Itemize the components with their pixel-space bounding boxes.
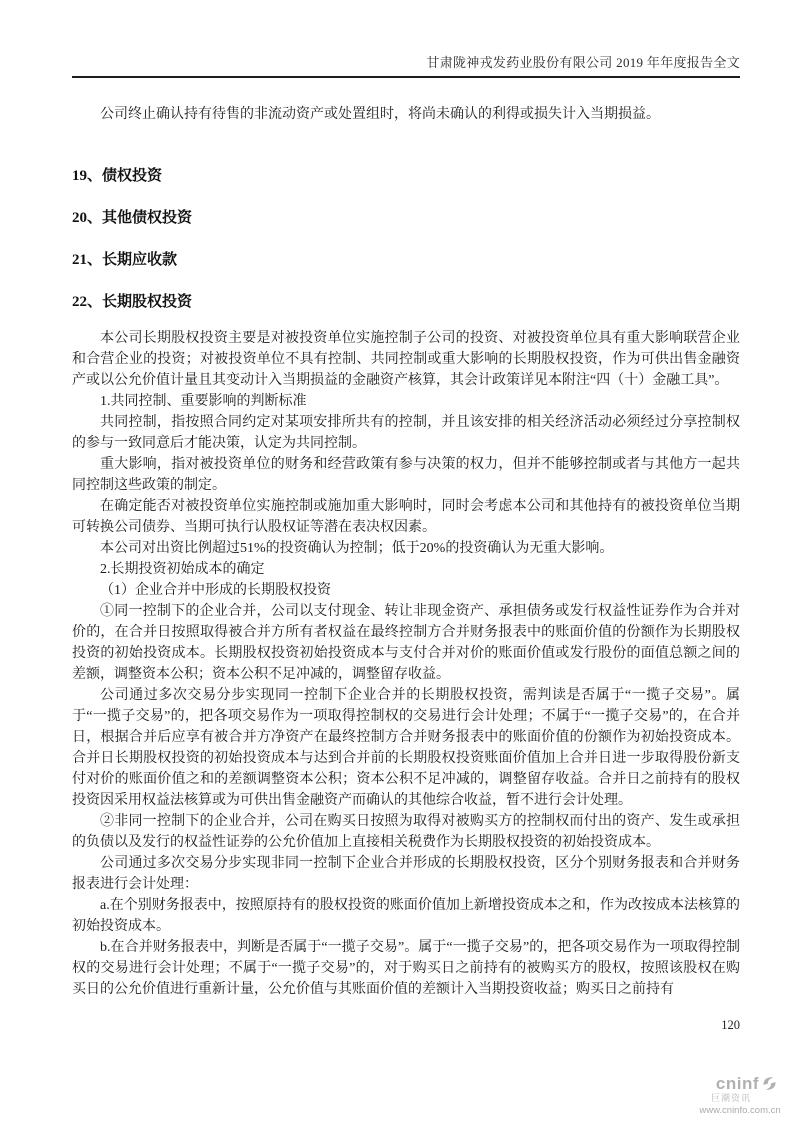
paragraph: 2.长期投资初始成本的确定 — [100, 562, 265, 577]
paragraph: 本公司长期股权投资主要是对被投资单位实施控制子公司的投资、对被投资单位具有重大影响联营企业和合营企业的投资；对被投资单位不具有控制、共同控制或重大影响的长期股权投资，作为可供出售金融资产或以公允价值计量且其变动计入当期损益的金融资产核算，其会计政策详见本附注“四（十）金融工具”。 — [72, 331, 740, 388]
paragraph: ②非同一控制下的企业合并，公司在购买日按照为取得对被购买方的控制权而付出的资产、发生或承担的负债以及发行的权益性证券的公允价值加上直接相关税费作为长期股权投资的初始投资成本。 — [72, 814, 740, 850]
cninfo-swirl-icon — [761, 1075, 778, 1092]
cninfo-url: www.cninfo.com.cn — [699, 1104, 781, 1116]
page-number: 120 — [721, 1018, 740, 1032]
paragraph: 在确定能否对被投资单位实施控制或施加重大影响时，同时会考虑本公司和其他持有的被投资单位当期可转换公司债券、当期可执行认股权证等潜在表决权因素。 — [72, 499, 740, 535]
paragraph: 共同控制，指按照合同约定对某项安排所共有的控制，并且该安排的相关经济活动必须经过分享控制权的参与一致同意后才能决策，认定为共同控制。 — [72, 415, 740, 451]
paragraph: 公司通过多次交易分步实现非同一控制下企业合并形成的长期股权投资，区分个别财务报表和合并财务报表进行会计处理： — [72, 856, 740, 892]
paragraph: 公司通过多次交易分步实现同一控制下企业合并的长期股权投资，需判读是否属于“一揽子交易”。属于“一揽子交易”的，把各项交易作为一项取得控制权的交易进行会计处理；不属于“一揽子交易”的，在合并日，根据合并后应享有被合并方净资产在最终控制方合并财务报表中的账面价值的份额作为初始投资成本。合并日长期股权投资的初始投资成本与达到合并前的长期股权投资账面价值加上合并日进一步取得股份新支付对价的账面价值之和的差额调整资本公积；资本公积不足冲减的，调整留存收益。合并日之前持有的股权投资因采用权益法核算或为可供出售金融资产而确认的其他综合收益，暂不进行会计处理。 — [72, 688, 740, 808]
cninfo-brand-text: cninf — [715, 1073, 759, 1093]
paragraph: 本公司对出资比例超过51%的投资确认为控制；低于20%的投资确认为无重大影响。 — [100, 541, 614, 556]
body-paragraphs — [72, 328, 740, 1000]
cninfo-watermark-logo — [692, 1075, 788, 1116]
paragraph: （1）企业合并中形成的长期股权投资 — [100, 583, 331, 598]
heading-22-long-term-equity-investment: 22、长期股权投资 — [72, 294, 193, 310]
cninfo-brand-row — [692, 1075, 788, 1092]
intro-paragraph: 公司终止确认持有待售的非流动资产或处置组时，将尚未确认的利得或损失计入当期损益。 — [100, 107, 660, 122]
paragraph: 重大影响，指对被投资单位的财务和经营政策有参与决策的权力，但并不能够控制或者与其他方一起共同控制这些政策的制定。 — [72, 457, 740, 493]
heading-20-other-debt-investment: 20、其他债权投资 — [72, 210, 193, 226]
heading-19-debt-investment: 19、债权投资 — [72, 168, 163, 184]
cninfo-chinese-name: 巨潮资讯 — [710, 1092, 751, 1103]
paragraph: 1.共同控制、重要影响的判断标准 — [100, 394, 307, 409]
paragraph: b.在合并财务报表中，判断是否属于“一揽子交易”。属于“一揽子交易”的，把各项交易作为一项取得控制权的交易进行会计处理；不属于“一揽子交易”的，对于购买日之前持有的被购买方的股权，按照该股权在购买日的公允价值进行重新计量，公允价值与其账面价值的差额计入当期投资收益；购买日之前持有 — [72, 940, 740, 997]
report-header-title: 甘肃陇神戎发药业股份有限公司 2019 年年度报告全文 — [72, 52, 740, 78]
paragraph: ①同一控制下的企业合并，公司以支付现金、转让非现金资产、承担债务或发行权益性证券作为合并对价的，在合并日按照取得被合并方所有者权益在最终控制方合并财务报表中的账面价值的份额作为长期股权投资的初始投资成本。长期股权投资初始投资成本与支付合并对价的账面价值或发行股份的面值总额之间的差额，调整资本公积；资本公积不足冲减的，调整留存收益。 — [72, 604, 740, 682]
paragraph: a.在个别财务报表中，按照原持有的股权投资的账面价值加上新增投资成本之和，作为改按成本法核算的初始投资成本。 — [72, 898, 740, 934]
heading-21-long-term-receivables: 21、长期应收款 — [72, 252, 178, 268]
